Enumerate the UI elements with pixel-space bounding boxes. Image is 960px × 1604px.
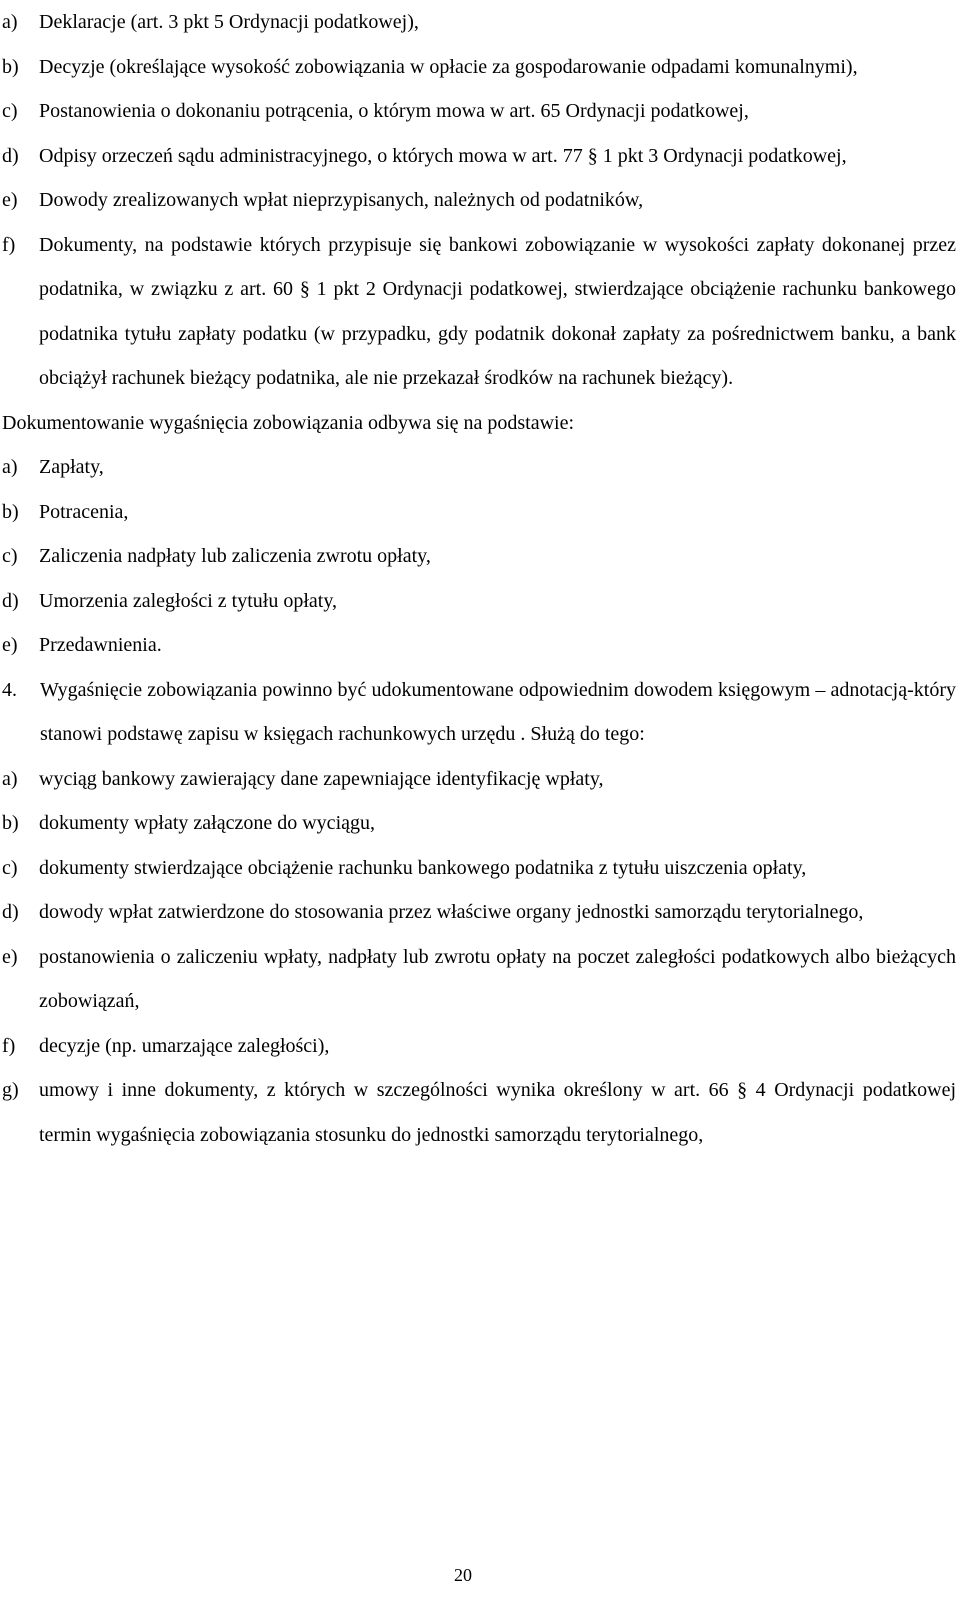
numbered-point-4 — [0, 668, 956, 757]
document-list-c — [0, 757, 956, 1158]
list-marker: d) — [2, 901, 19, 923]
list-item — [0, 846, 956, 891]
list-marker: f) — [2, 233, 16, 256]
page-number: 20 — [454, 1565, 472, 1585]
list-marker: e) — [2, 189, 18, 211]
list-item — [0, 89, 956, 134]
list-item — [0, 757, 956, 802]
list-marker: e) — [2, 634, 18, 656]
list-marker: d) — [2, 589, 19, 612]
list-item-text: Odpisy orzeczeń sądu administracyjnego, o których mowa w art. 77 § 1 pkt 3 Ordynacji podatkowej, — [39, 144, 847, 167]
list-item — [0, 579, 956, 624]
list-item-text: dokumenty wpłaty załączone do wyciągu, — [39, 812, 375, 834]
document-list-a — [0, 0, 956, 401]
list-item — [0, 445, 956, 490]
list-marker: a) — [2, 456, 18, 478]
list-item-text: Postanowienia o dokonaniu potrącenia, o którym mowa w art. 65 Ordynacji podatkowej, — [39, 100, 749, 122]
list-item — [0, 935, 956, 1024]
list-item — [0, 534, 956, 579]
point-text: Wygaśnięcie zobowiązania powinno być udokumentowane odpowiednim dowodem księgowym – adnotacją-który stanowi podstawę zapisu w księgach rachunkowych urzędu . Służą do tego: — [40, 678, 956, 745]
list-item-text: dowody wpłat zatwierdzone do stosowania przez właściwe organy jednostki samorządu terytorialnego, — [39, 901, 864, 923]
list-item — [0, 1024, 956, 1069]
list-item-text: Umorzenia zaległości z tytułu opłaty, — [39, 589, 338, 612]
list-item-text: umowy i inne dokumenty, z których w szczególności wynika określony w art. 66 § 4 Ordynacji podatkowej termin wygaśnięcia zobowiązania stosunku do jednostki samorządu terytorialnego, — [39, 1079, 956, 1146]
list-marker: g) — [2, 1079, 19, 1101]
list-marker: a) — [2, 11, 18, 33]
document-list-b — [0, 445, 956, 668]
list-item — [0, 45, 956, 90]
list-item-text: Zapłaty, — [39, 456, 104, 478]
list-item — [0, 490, 956, 535]
list-item — [0, 890, 956, 935]
list-marker: b) — [2, 500, 19, 523]
list-marker: b) — [2, 812, 19, 834]
list-marker: d) — [2, 144, 19, 167]
list-item-text: Dowody zrealizowanych wpłat nieprzypisanych, należnych od podatników, — [39, 189, 644, 211]
list-item-text: Deklaracje (art. 3 pkt 5 Ordynacji podatkowej), — [39, 11, 419, 33]
list-item — [0, 0, 956, 45]
list-item — [0, 801, 956, 846]
list-item-text: postanowienia o zaliczeniu wpłaty, nadpłaty lub zwrotu opłaty na poczet zaległości podatkowych albo bieżących zobowiązań, — [39, 945, 956, 1012]
list-item — [0, 623, 956, 668]
list-marker: b) — [2, 55, 19, 78]
list-marker: a) — [2, 767, 18, 790]
list-item-text: dokumenty stwierdzające obciążenie rachunku bankowego podatnika z tytułu uiszczenia opłaty, — [39, 856, 807, 879]
list-marker: c) — [2, 856, 18, 879]
list-item-text: Decyzje (określające wysokość zobowiązania w opłacie za gospodarowanie odpadami komunalnymi), — [39, 55, 858, 78]
list-item-text: Potracenia, — [39, 500, 129, 523]
list-item — [0, 178, 956, 223]
list-marker: e) — [2, 945, 18, 968]
paragraph-documentation: Dokumentowanie wygaśnięcia zobowiązania odbywa się na podstawie: — [2, 411, 575, 434]
list-item-text: decyzje (np. umarzające zaległości), — [39, 1034, 330, 1057]
list-item — [0, 1068, 956, 1157]
list-marker: c) — [2, 545, 18, 567]
list-marker: f) — [2, 1034, 16, 1057]
list-item-text: Dokumenty, na podstawie których przypisuje się bankowi zobowiązanie w wysokości zapłaty dokonanej przez podatnika, w związku z art. 60 § 1 pkt 2 Ordynacji podatkowej, stwierdzające obciążenie rachunku bankowego podatnika tytułu zapłaty podatku (w przypadku, gdy podatnik dokonał zapłaty za pośrednictwem banku, a bank obciążył rachunek bieżący podatnika, ale nie przekazał środków na rachunek bieżący). — [39, 233, 956, 389]
list-item — [0, 223, 956, 401]
list-marker: c) — [2, 100, 18, 122]
list-item-text: wyciąg bankowy zawierający dane zapewniające identyfikację wpłaty, — [39, 767, 604, 790]
list-item — [0, 134, 956, 179]
list-item-text: Przedawnienia. — [39, 634, 162, 656]
list-item-text: Zaliczenia nadpłaty lub zaliczenia zwrotu opłaty, — [39, 545, 431, 567]
point-number: 4. — [2, 678, 17, 701]
